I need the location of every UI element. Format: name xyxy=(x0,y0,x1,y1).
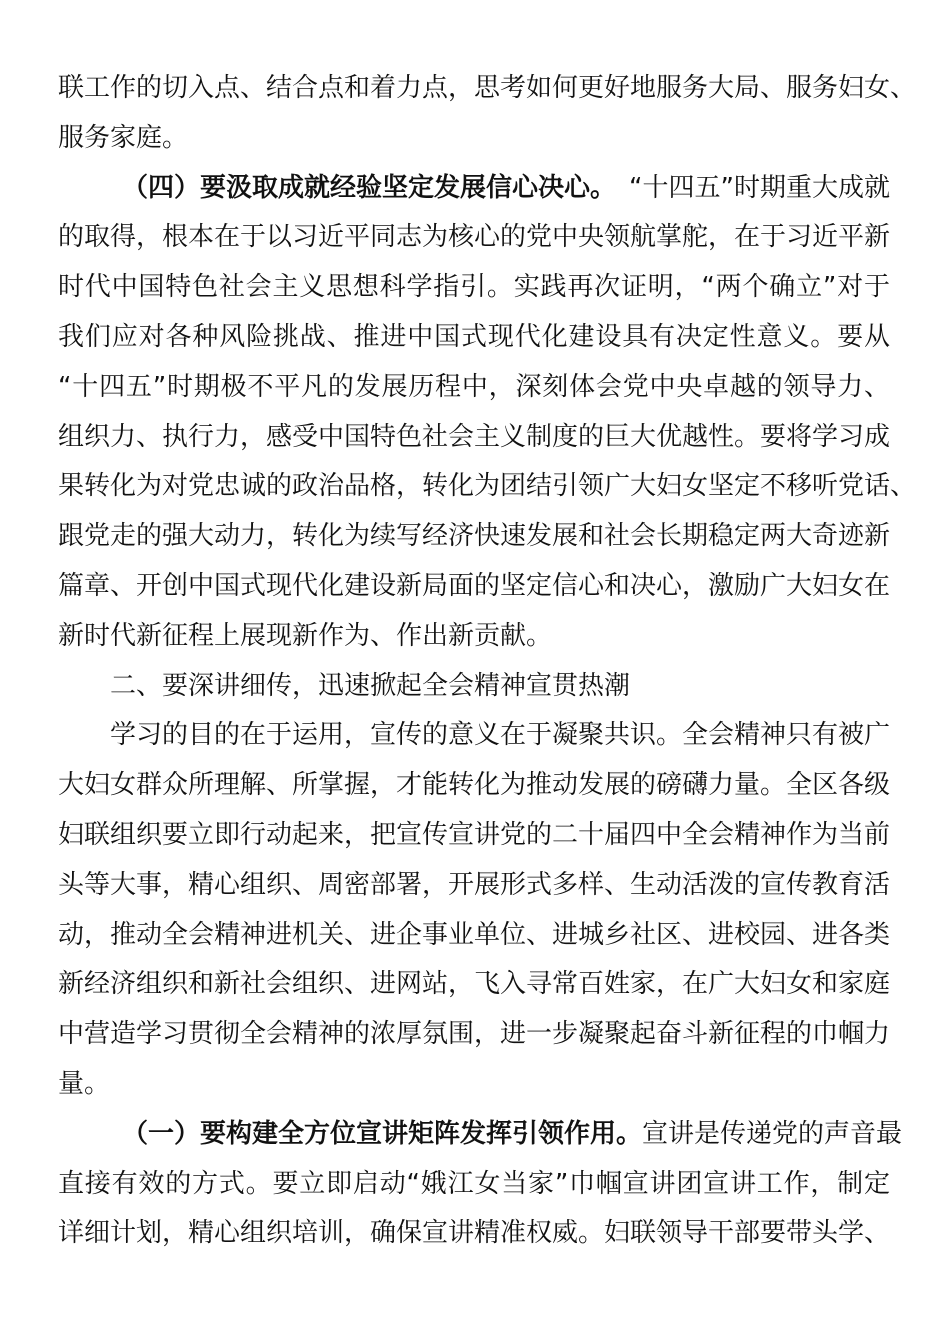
text-line xyxy=(58,911,890,961)
text-line xyxy=(58,1209,890,1259)
text-line xyxy=(58,861,890,911)
line-text: 篇章、开创中国式现代化建设新局面的坚定信心和决心，激励广大妇女在 xyxy=(58,570,891,601)
text-line xyxy=(58,1160,890,1210)
line-text: 详细计划，精心组织培训，确保宣讲精准权威。妇联领导干部要带头学、 xyxy=(58,1218,891,1249)
text-line xyxy=(58,462,917,512)
text-line xyxy=(58,164,890,214)
text-line xyxy=(58,1010,890,1060)
text-line xyxy=(58,213,890,263)
text-line xyxy=(58,612,890,662)
text-line xyxy=(58,811,890,861)
text-line xyxy=(58,761,890,811)
line-text: 妇联组织要立即行动起来，把宣传宣讲党的二十届四中全会精神作为当前 xyxy=(58,819,891,850)
text-line xyxy=(58,960,890,1010)
line-text: 跟党走的强大动力，转化为续写经济快速发展和社会长期稳定两大奇迹新 xyxy=(58,521,891,552)
text-line xyxy=(58,114,890,164)
line-text: 新经济组织和新社会组织、进网站，飞入寻常百姓家，在广大妇女和家庭 xyxy=(58,969,891,1000)
line-text: 量。 xyxy=(58,1068,111,1099)
line-text: 二、要深讲细传，迅速掀起全会精神宣贯热潮 xyxy=(110,670,631,701)
line-text: “十四五”时期重大成就 xyxy=(629,172,890,203)
line-text: 学习的目的在于运用，宣传的意义在于凝聚共识。全会精神只有被广 xyxy=(110,720,891,751)
line-text: 我们应对各种风险挑战、推进中国式现代化建设具有决定性意义。要从 xyxy=(58,321,890,352)
line-text: 联工作的切入点、结合点和着力点，思考如何更好地服务大局、服务妇女、 xyxy=(58,73,917,103)
line-text: 宣讲是传递党的声音最 xyxy=(642,1118,903,1149)
document-page xyxy=(58,64,917,1259)
text-line xyxy=(58,562,890,612)
text-line xyxy=(58,1110,903,1160)
text-line xyxy=(58,263,890,313)
text-line xyxy=(58,64,917,114)
line-text: 直接有效的方式。要立即启动“娥江女当家”巾帼宣讲团宣讲工作，制定 xyxy=(58,1168,890,1199)
line-text: 动，推动全会精神进机关、进企事业单位、进城乡社区、进校园、进各类 xyxy=(58,919,891,950)
line-text: 时代中国特色社会主义思想科学指引。实践再次证明，“两个确立”对于 xyxy=(58,272,890,303)
text-line xyxy=(58,512,890,562)
text-line xyxy=(58,711,890,761)
bold-heading: （一）要构建全方位宣讲矩阵发挥引领作用。 xyxy=(122,1118,643,1149)
text-line xyxy=(58,313,890,363)
line-text: 头等大事，精心组织、周密部署，开展形式多样、生动活泼的宣传教育活 xyxy=(58,869,891,900)
bold-heading: （四）要汲取成就经验坚定发展信心决心。 xyxy=(122,172,617,203)
text-line xyxy=(58,413,890,463)
line-text: 大妇女群众所理解、所掌握，才能转化为推动发展的磅礴力量。全区各级 xyxy=(58,770,891,801)
text-line xyxy=(58,1060,890,1110)
line-text: 中营造学习贯彻全会精神的浓厚氛围，进一步凝聚起奋斗新征程的巾帼力 xyxy=(58,1019,891,1050)
text-line xyxy=(58,363,890,413)
line-text: “十四五”时期极不平凡的发展历程中，深刻体会党中央卓越的领导力、 xyxy=(58,371,890,402)
line-text: 的取得，根本在于以习近平同志为核心的党中央领航掌舵，在于习近平新 xyxy=(58,222,891,253)
line-text: 组织力、执行力，感受中国特色社会主义制度的巨大优越性。要将学习成 xyxy=(58,421,891,452)
line-text: 新时代新征程上展现新作为、作出新贡献。 xyxy=(58,620,553,651)
line-text: 服务家庭。 xyxy=(58,122,189,153)
text-line xyxy=(58,662,890,712)
line-text: 果转化为对党忠诚的政治品格，转化为团结引领广大妇女坚定不移听党话、 xyxy=(58,471,917,502)
